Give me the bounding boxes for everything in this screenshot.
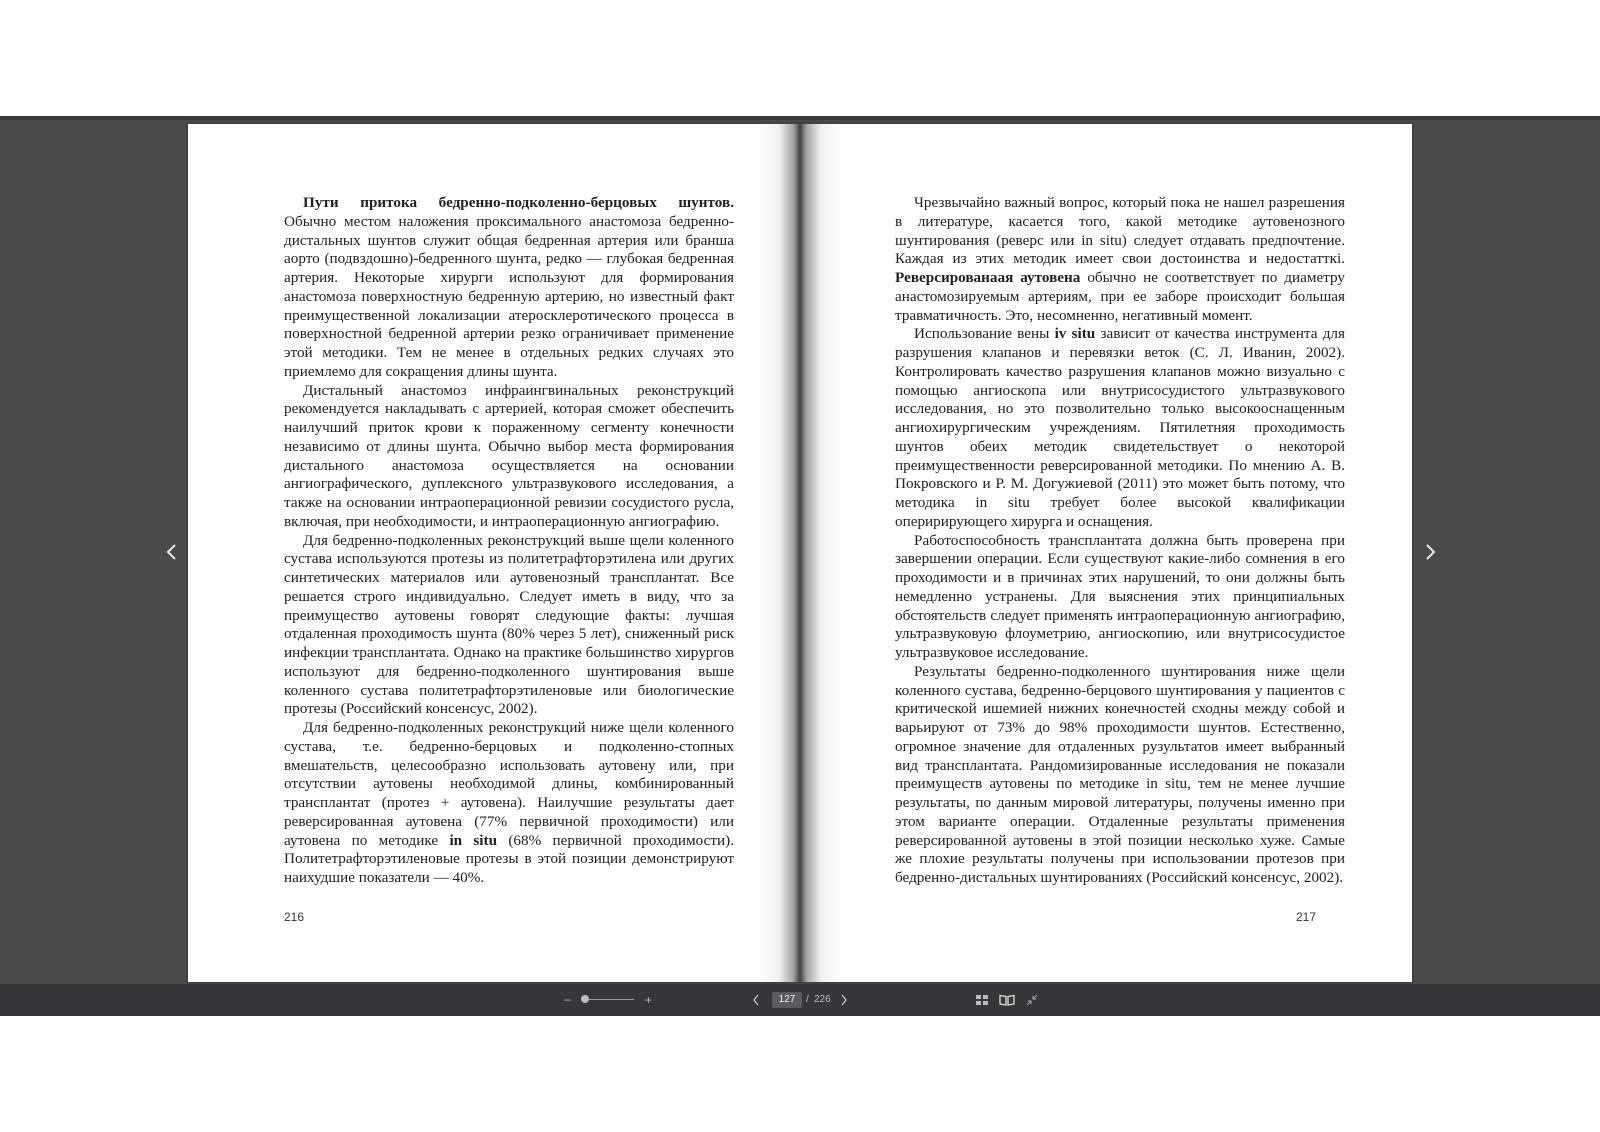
left-page-text bbox=[284, 194, 734, 888]
bold-term: in situ bbox=[449, 831, 498, 849]
right-page-text bbox=[895, 194, 1345, 888]
chevron-left-icon bbox=[160, 540, 184, 564]
exit-fullscreen-icon bbox=[1025, 992, 1039, 1008]
paragraph-text: Чрезвычайно важный вопрос, который пока не нашел разрешения в литературе, касается того, какой методике аутовенозного шунтирования (реверс или in situ) следует отдавать предпочтение. Каждая из этих методик имеет свои достоинства и недостатткі. bbox=[895, 194, 1345, 268]
bold-term: iv situ bbox=[1054, 325, 1096, 343]
paragraph-heading: Пути притока бедренно-подколенно-берцовых шунтов. bbox=[303, 194, 734, 211]
document-viewer bbox=[0, 116, 1600, 1016]
grid-view-button[interactable] bbox=[975, 992, 989, 1008]
paragraph bbox=[895, 194, 1345, 325]
previous-page-button[interactable] bbox=[750, 992, 762, 1008]
exit-fullscreen-button[interactable] bbox=[1025, 992, 1039, 1008]
paragraph-text: обычно не соответствует по диаметру анастомозируемым артериям, при ее заборе происходит большая травматичность. Это, несомненно, негативный момент. bbox=[895, 269, 1345, 324]
paragraph bbox=[895, 663, 1345, 888]
chevron-right-icon bbox=[838, 992, 850, 1008]
left-page bbox=[188, 124, 800, 982]
paragraph-text: зависит от качества инструмента для разрушения клапанов и перевязки веток (С. Л. Иванин, 2002). Контролировать качество разрушения клапанов можно визуально с помощью ангиоскопа или внутрисосудистого ультразвукового исследования, но это позволительно только высокооснащенным ангиохирургическим учреждениям. Пятилетняя проходимость шунтов обеих методик свидетельствует о некоторой преимущественности реверсированной методики. По мнению А. В. Покровского и Р. М. Догужиевой (2011) это может быть потому, что методика in situ требует более высокой квалификации оперирирующего хирурга и оснащения. bbox=[895, 325, 1345, 530]
paragraph bbox=[284, 719, 734, 888]
chevron-right-icon bbox=[1418, 540, 1442, 564]
bottom-toolbar bbox=[0, 984, 1600, 1016]
paragraph bbox=[284, 194, 734, 382]
page-number: 216 bbox=[284, 910, 305, 924]
book-gutter-shadow bbox=[758, 124, 842, 982]
bold-term: Реверсированаая аутовена bbox=[895, 269, 1081, 286]
current-page-input[interactable]: 127 bbox=[772, 992, 802, 1008]
chevron-left-icon bbox=[750, 992, 762, 1008]
book-view-button[interactable] bbox=[999, 992, 1015, 1008]
next-page-button[interactable] bbox=[838, 992, 850, 1008]
paragraph-text: (68% первичной проходимости). Политетрафторэтиленовые протезы в этой позиции демонстрируют наихудшие показатели — 40%. bbox=[284, 831, 734, 886]
previous-page-arrow[interactable] bbox=[160, 540, 184, 564]
grid-view-icon bbox=[975, 992, 989, 1008]
zoom-out-icon: − bbox=[564, 993, 572, 1007]
next-page-arrow[interactable] bbox=[1418, 540, 1442, 564]
paragraph bbox=[284, 382, 734, 532]
book-view-icon bbox=[999, 992, 1015, 1008]
zoom-in-icon: + bbox=[645, 993, 653, 1007]
page-number: 217 bbox=[1295, 910, 1316, 924]
zoom-slider-handle[interactable] bbox=[581, 995, 589, 1003]
paragraph bbox=[284, 532, 734, 720]
paragraph-text: Для бедренно-подколенных реконструкций ниже щели коленного сустава, т.е. бедренно-берцовых и подколенно-стопных вмешательств, целесообразно использовать аутовену или, при отсутствии аутовены необходимой длины, комбинированный трансплантат (протез + аутовена). Наилучшие результаты дает реверсированная аутовена (77% первичной проходимости) или аутовена по методике bbox=[284, 719, 734, 849]
paragraph-text: Работоспособность трансплантата должна быть проверена при завершении операции. Если существуют какие-либо сомнения в его проходимости и в причинах этих нарушений, то они должны быть немедленно устранены. Для выяснения этих принципиальных обстоятельств следует применять интраоперационную ангиографию, ультразвуковую флоуметрию, ангиоскопию, или внутрисосудистое ультразвуковое исследование. bbox=[895, 531, 1345, 661]
paragraph-text: Для бедренно-подколенных реконструкций выше щели коленного сустава используются протезы из политетрафторэтилена или других синтетических материалов или аутовенозный трансплантат. Все решается строго индивидуально. Следует иметь в виду, что за преимущество аутовены говорят следующие факты: лучшая отдаленная проходимость шунта (80% через 5 лет), сниженный риск инфекции трансплантата. Однако на практике большинство хирургов используют для бедренно-подколенного шунтирования выше коленного сустава политетрафторэтиленовые или биологические протезы (Российский консенсус, 2002). bbox=[284, 531, 734, 718]
page-separator: / bbox=[806, 994, 809, 1005]
total-pages: 226 bbox=[814, 994, 831, 1005]
right-page bbox=[800, 124, 1412, 982]
zoom-in-button[interactable] bbox=[645, 992, 657, 1008]
paragraph-text: Результаты бедренно-подколенного шунтирования ниже щели коленного сустава, бедренно-берцового шунтирования у пациентов с критической ишемией нижних конечностей сходны между собой и варьируют от 73% до 98% проходимости шунтов. Естественно, огромное значение для отдаленных рузультатов имеет выбранный вид трансплантата. Рандомизированные исследования не показали преимуществ аутовены по методике in situ, тем не менее лучшие результаты, по данным мировой литературы, получены именно при этом варианте операции. Отдаленные результаты применения реверсированной аутовены в этой позиции несколько хуже. Самые же плохие результаты получены при использовании протезов при бедренно-дистальных шунтированиях (Российский консенсус, 2002). bbox=[895, 662, 1345, 886]
zoom-slider[interactable] bbox=[584, 999, 634, 1000]
zoom-out-button[interactable] bbox=[564, 992, 574, 1008]
paragraph-text: Обычно местом наложения проксимального анастомоза бедренно-дистальных шунтов служит общая бедренная артерия или бранша аорто (подвздошно)-бедренного шунта, редко — глубокая бедренная артерия. Некоторые хирурги используют для формирования анастомоза поверхностную бедренную артерию, но известный факт преимущественной локализации атеросклеротического процесса в поверхностной бедренной артерии резко ограничивает применение этой методики. Тем не менее в отдельных редких случаях это приемлемо для сокращения длины шунта. bbox=[284, 212, 734, 380]
paragraph bbox=[895, 532, 1345, 663]
paragraph-text: Использование вены bbox=[914, 325, 1055, 343]
book-spread bbox=[188, 124, 1412, 982]
paragraph-text: Дистальный анастомоз инфраингвинальных реконструкций рекомендуется накладывать с артерией, которая сможет обеспечить наилучший приток крови к пораженному сегменту конечности независимо от длины шунта. Обычно выбор места формирования дистального анастомоза осуществляется на основании ангиографического, дуплексного ультразвукового исследования, а также на основании интраоперационной ревизии сосудистого русла, включая, при необходимости, и интраоперационную ангиографию. bbox=[284, 381, 734, 530]
paragraph bbox=[895, 325, 1345, 531]
